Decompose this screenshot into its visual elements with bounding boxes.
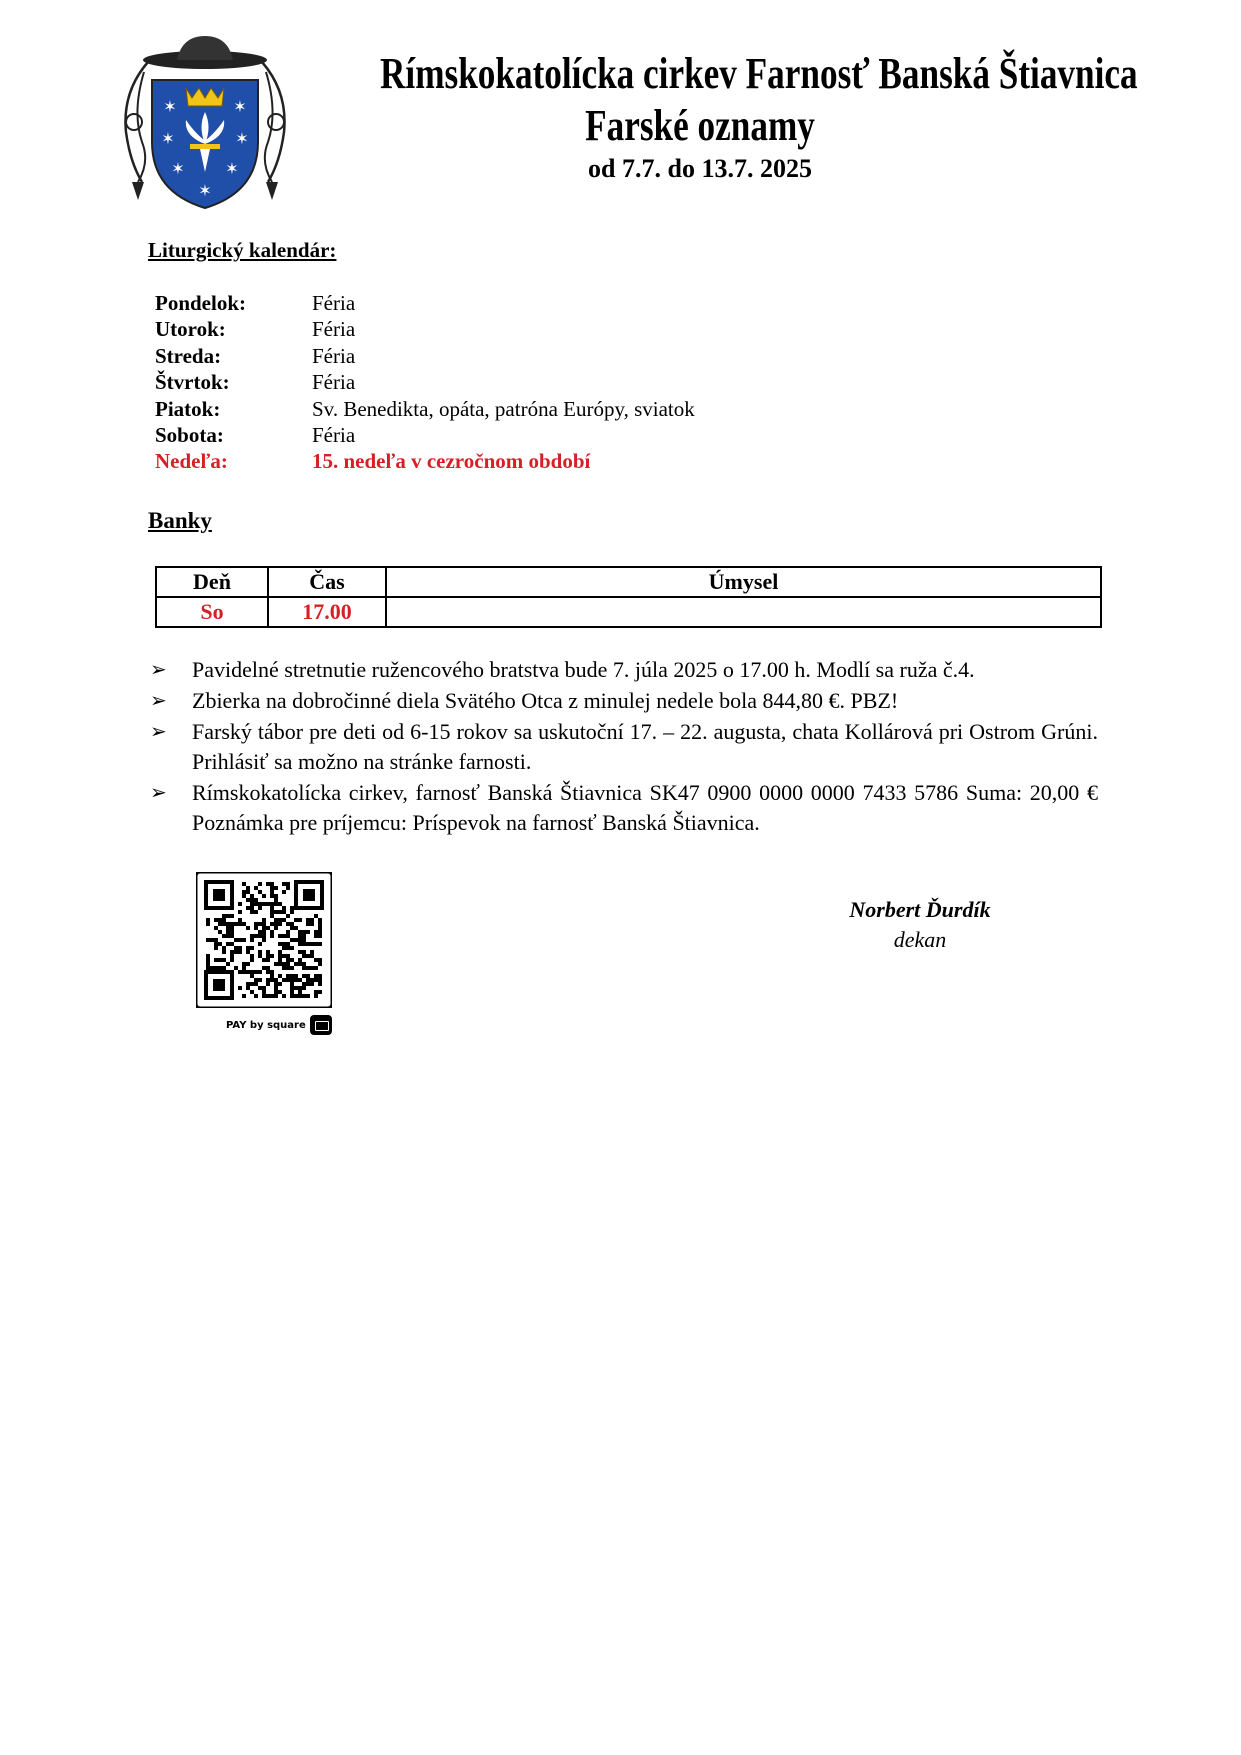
table-cell-day: So	[156, 597, 268, 627]
svg-text:✶: ✶	[171, 159, 185, 178]
notice-text: Farský tábor pre deti od 6-15 rokov sa uskutoční 17. – 22. augusta, chata Kollárová pri Ostrom Grúni. Prihlásiť sa možno na stránke farnosti.	[192, 719, 1098, 774]
calendar-value: Féria	[312, 343, 356, 368]
qr-caption: PAY by square	[226, 1019, 306, 1031]
calendar-row	[155, 422, 695, 448]
document-header	[300, 48, 1138, 184]
arrow-bullet-icon: ➢	[150, 721, 167, 743]
banky-heading: Banky	[148, 508, 212, 533]
calendar-day: Streda:	[155, 343, 222, 368]
calendar-day: Nedeľa:	[155, 449, 228, 474]
svg-text:✶: ✶	[235, 129, 249, 148]
calendar-day: Piatok:	[155, 396, 221, 421]
arrow-bullet-icon: ➢	[150, 690, 167, 712]
table-row	[156, 597, 1101, 627]
page-subtitle: Farské oznamy	[585, 101, 815, 150]
coat-of-arms-icon	[112, 32, 298, 212]
calendar-value: Féria	[312, 291, 356, 315]
calendar-row	[155, 396, 695, 422]
list-item	[150, 655, 1098, 685]
column-header: Úmysel	[386, 567, 1101, 597]
page-title: Rímskokatolícka cirkev Farnosť Banská Štiavnica	[380, 49, 1138, 98]
date-range: od 7.7. do 13.7. 2025	[588, 154, 812, 183]
list-item	[150, 717, 1098, 777]
calendar-heading: Liturgický kalendár:	[148, 238, 337, 262]
calendar-value: Féria	[312, 423, 356, 448]
calendar-day: Utorok:	[155, 317, 226, 342]
table-cell-intention	[386, 597, 1101, 627]
svg-text:✶: ✶	[225, 159, 239, 178]
notice-text: Pavidelné stretnutie ružencového bratstva bude 7. júla 2025 o 17.00 h. Modlí sa ruža č.4.	[192, 657, 975, 682]
table-cell-time: 17.00	[268, 597, 386, 627]
calendar-row	[155, 369, 695, 395]
payment-qr-code[interactable]	[196, 872, 332, 1032]
calendar-row	[155, 290, 695, 316]
signature-block	[820, 895, 1020, 955]
arrow-bullet-icon: ➢	[150, 659, 167, 681]
calendar-row	[155, 343, 695, 369]
svg-text:✶: ✶	[161, 129, 175, 148]
notice-text: Rímskokatolícka cirkev, farnosť Banská Štiavnica SK47 0900 0000 0000 7433 5786 Suma: 20,00 € Poznámka pre príjemcu: Príspevok na farnosť Banská Štiavnica.	[192, 780, 1098, 835]
calendar-value: Féria	[312, 317, 356, 342]
signature-name: Norbert Ďurdík	[849, 897, 991, 922]
calendar-day: Pondelok:	[155, 291, 247, 315]
list-item	[150, 778, 1098, 838]
calendar-day: Sobota:	[155, 423, 224, 448]
list-item	[150, 686, 1098, 716]
signature-role: dekan	[893, 927, 947, 952]
banky-table	[155, 566, 1102, 628]
qr-code-icon	[196, 872, 332, 1008]
svg-text:✶: ✶	[233, 97, 247, 116]
calendar-row-sunday	[155, 448, 695, 474]
card-icon	[310, 1015, 332, 1035]
calendar-value: Féria	[312, 370, 356, 395]
notice-text: Zbierka na dobročinné diela Svätého Otca z minulej nedele bola 844,80 €. PBZ!	[192, 688, 899, 713]
svg-text:✶: ✶	[163, 97, 177, 116]
table-header-row	[156, 567, 1101, 597]
arrow-bullet-icon: ➢	[150, 782, 167, 804]
liturgical-calendar	[155, 290, 695, 475]
svg-text:✶: ✶	[198, 181, 212, 200]
calendar-row	[155, 316, 695, 342]
column-header: Deň	[156, 567, 268, 597]
calendar-value: 15. nedeľa v cezročnom období	[312, 449, 591, 474]
column-header: Čas	[268, 567, 386, 597]
calendar-value: Sv. Benedikta, opáta, patróna Európy, sviatok	[312, 396, 695, 421]
calendar-day: Štvrtok:	[155, 370, 230, 395]
notices-list	[150, 655, 1098, 839]
